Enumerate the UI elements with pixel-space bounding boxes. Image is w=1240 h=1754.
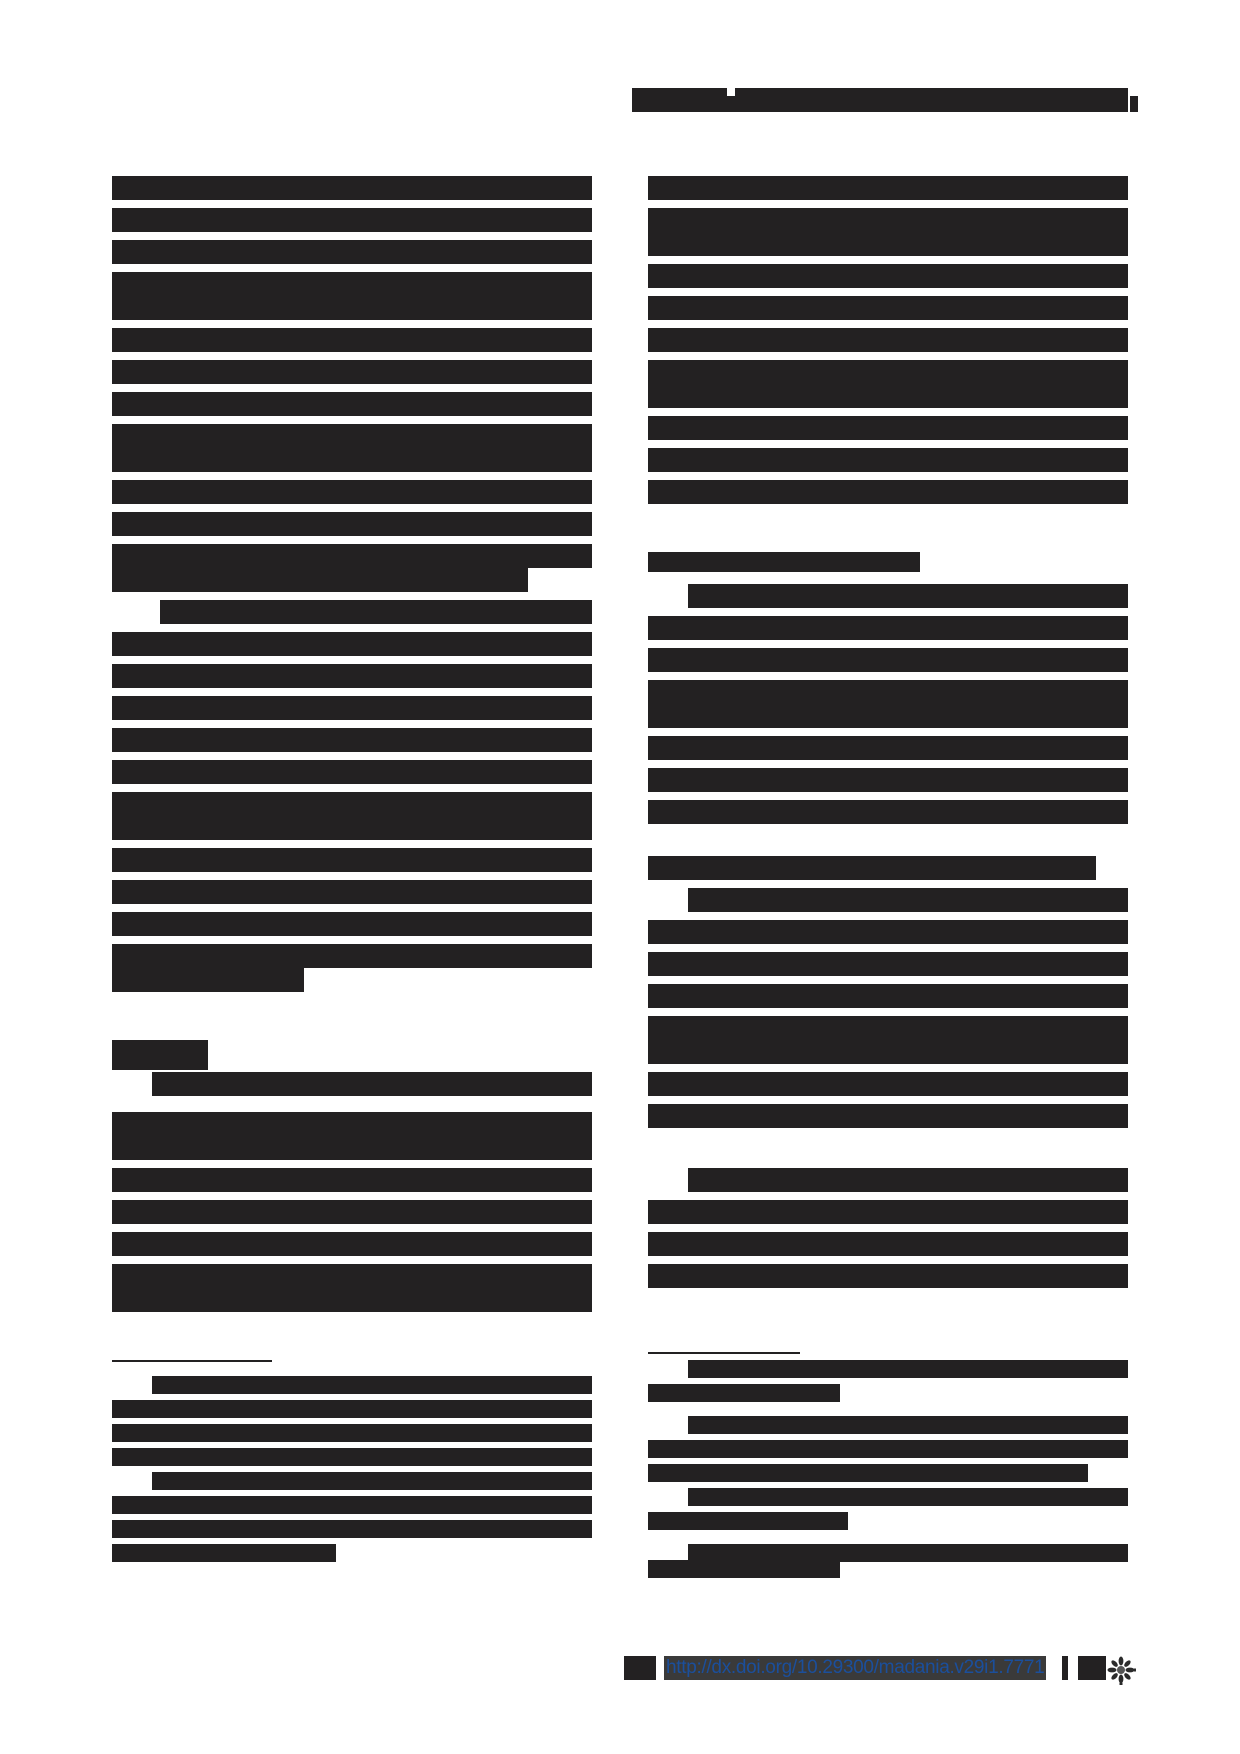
footnote-line: [648, 1440, 1128, 1458]
redacted-line: [648, 704, 1128, 728]
redacted-line: [648, 480, 1128, 504]
redacted-line: [112, 424, 592, 448]
redacted-line: [112, 1112, 592, 1136]
redacted-line: [112, 1264, 592, 1288]
redacted-line: [160, 600, 592, 624]
redacted-line: [112, 392, 592, 416]
redacted-line: [112, 1200, 592, 1224]
doi-link[interactable]: http://dx.doi.org/10.29300/madania.v29i1.7771: [666, 1657, 1045, 1678]
redacted-line: [112, 696, 592, 720]
footnote-line: [152, 1376, 592, 1394]
footer-separator: [1062, 1656, 1068, 1680]
redacted-line: [112, 760, 592, 784]
redacted-line: [648, 208, 1128, 232]
footnote-line: [112, 1400, 592, 1418]
redacted-line: [648, 1040, 1128, 1064]
footnote-line: [648, 1384, 840, 1402]
footnote-line: [112, 1544, 336, 1562]
redacted-line: [112, 1288, 592, 1312]
footnote-line: [112, 1424, 592, 1442]
ornament-star-icon: [1106, 1655, 1136, 1685]
journal-label: [1078, 1656, 1106, 1680]
redacted-line: [648, 296, 1128, 320]
redacted-line: [112, 208, 592, 232]
redacted-line: [112, 664, 592, 688]
footnote-line: [648, 1464, 1088, 1482]
redacted-line: [112, 360, 592, 384]
redacted-line: [112, 728, 592, 752]
running-header-gap: [727, 88, 735, 96]
redacted-line: [648, 1232, 1128, 1256]
redacted-line: [112, 944, 592, 968]
redacted-line: [112, 1232, 592, 1256]
footnote-rule: [112, 1360, 272, 1362]
footnote-line: [112, 1448, 592, 1466]
redacted-line: [648, 616, 1128, 640]
redacted-line: [112, 816, 592, 840]
footnote-line: [648, 1512, 848, 1530]
redacted-line: [648, 768, 1128, 792]
redacted-line: [112, 848, 592, 872]
footnote-line: [688, 1416, 1128, 1434]
redacted-line: [688, 584, 1128, 608]
redacted-line: [112, 296, 592, 320]
redacted-line: [112, 480, 592, 504]
redacted-line: [648, 1072, 1128, 1096]
redacted-line: [112, 512, 592, 536]
page-number: [624, 1656, 656, 1680]
redacted-line: [648, 232, 1128, 256]
footnote-rule: [648, 1352, 800, 1354]
redacted-line: [648, 800, 1128, 824]
redacted-line: [648, 680, 1128, 704]
redacted-line: [112, 568, 528, 592]
footnote-line: [688, 1360, 1128, 1378]
redacted-line: [112, 1136, 592, 1160]
redacted-line: [112, 240, 592, 264]
redacted-line: [688, 888, 1128, 912]
redacted-line: [112, 912, 592, 936]
redacted-line: [112, 632, 592, 656]
redacted-line: [648, 176, 1128, 200]
footnote-line: [152, 1472, 592, 1490]
redacted-line: [648, 984, 1128, 1008]
redacted-line: [648, 856, 1096, 880]
redacted-line: [648, 328, 1128, 352]
redacted-line: [648, 952, 1128, 976]
redacted-line: [648, 264, 1128, 288]
footnote-line: [112, 1520, 592, 1538]
redacted-line: [648, 416, 1128, 440]
redacted-line: [648, 1200, 1128, 1224]
redacted-line: [648, 1016, 1128, 1040]
redacted-line: [152, 1072, 592, 1096]
redacted-line: [648, 920, 1128, 944]
footnote-line: [648, 1560, 840, 1578]
redacted-line: [112, 792, 592, 816]
footnote-line: [112, 1496, 592, 1514]
redacted-line: [112, 1168, 592, 1192]
redacted-line: [112, 968, 304, 992]
redacted-line: [112, 328, 592, 352]
redacted-line: [112, 272, 592, 296]
footnote-line: [688, 1488, 1128, 1506]
redacted-line: [688, 1168, 1128, 1192]
redacted-line: [112, 448, 592, 472]
page-footer: [624, 1656, 1136, 1680]
section-heading: [648, 552, 920, 572]
redacted-line: [648, 448, 1128, 472]
redacted-line: [648, 736, 1128, 760]
redacted-line: [648, 1104, 1128, 1128]
running-header-tail: [1130, 96, 1138, 112]
redacted-line: [648, 360, 1128, 384]
section-heading: [112, 1040, 208, 1070]
redacted-line: [112, 544, 592, 568]
running-header: [632, 88, 1128, 112]
redacted-line: [648, 1264, 1128, 1288]
redacted-line: [648, 648, 1128, 672]
redacted-line: [648, 384, 1128, 408]
redacted-line: [112, 176, 592, 200]
redacted-line: [112, 880, 592, 904]
